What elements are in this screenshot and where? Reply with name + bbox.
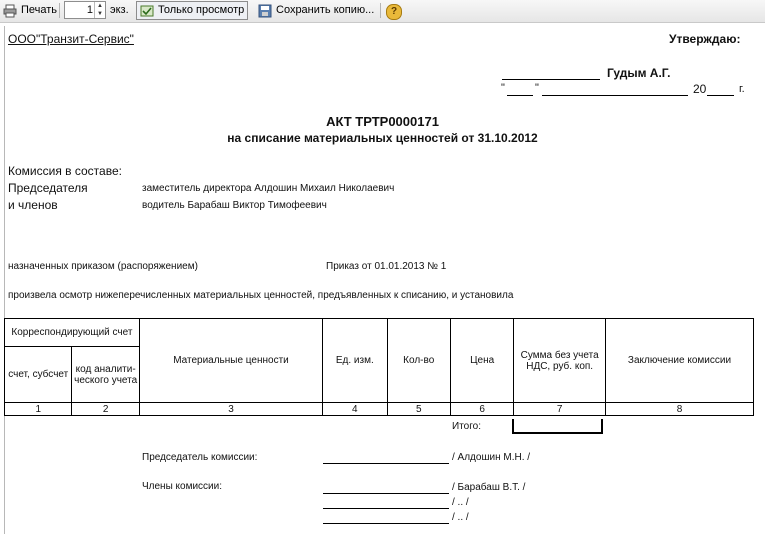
total-label: Итого: <box>452 421 481 432</box>
chairman-value: заместитель директора Алдошин Михаил Николаевич <box>142 183 395 194</box>
sign-member-3-name: / .. / <box>452 512 469 523</box>
save-copy-label: Сохранить копию... <box>276 4 375 16</box>
header-sum: Сумма без учета НДС, руб. коп. <box>514 319 606 403</box>
view-only-label: Только просмотр <box>158 4 245 16</box>
chairman-label: Председателя <box>8 181 88 195</box>
sign-members-label: Члены комиссии: <box>142 481 223 492</box>
order-value: Приказ от 01.01.2013 № 1 <box>326 261 447 272</box>
order-label: назначенных приказом (распоряжением) <box>8 261 198 272</box>
header-subaccount: счет, субсчет <box>5 347 72 403</box>
copies-value: 1 <box>86 4 93 16</box>
act-subtitle: на списание материальных ценностей от 31.10.2012 <box>227 131 538 145</box>
save-disk-icon <box>258 4 272 18</box>
printer-icon <box>3 4 17 18</box>
header-corresponding-account: Корреспондирующий счет <box>5 319 140 347</box>
help-button[interactable] <box>386 3 402 20</box>
print-toolbar <box>0 0 765 23</box>
act-table <box>4 318 754 416</box>
sign-chairman-label: Председатель комиссии: <box>142 452 258 463</box>
date-quote-open: " <box>501 82 505 94</box>
copies-unit <box>110 2 129 19</box>
inspection-text: произвела осмотр нижеперечисленных материальных ценностей, предъявленных к списанию, и установила <box>8 290 514 301</box>
date-day-line <box>507 95 533 96</box>
help-icon: ? <box>386 4 402 20</box>
view-only-toggle[interactable] <box>136 1 248 20</box>
header-quantity: Кол-во <box>387 319 450 403</box>
column-number: 6 <box>450 403 513 416</box>
header-analytic-code: код аналити-ческого учета <box>72 347 139 403</box>
approver-signature-line <box>502 79 600 80</box>
date-year-prefix: 20 <box>693 82 707 96</box>
print-label: Печать <box>21 4 58 16</box>
organization-name: ООО"Транзит-Сервис" <box>8 32 134 46</box>
date-year-line <box>707 95 734 96</box>
header-conclusion: Заключение комиссии <box>605 319 753 403</box>
sign-member-1-name: / Барабаш В.Т. / <box>452 482 526 493</box>
approve-label: Утверждаю: <box>669 32 741 46</box>
column-number: 3 <box>139 403 322 416</box>
commission-label: Комиссия в составе: <box>8 164 122 178</box>
column-number: 8 <box>605 403 753 416</box>
approver-name: Гудым А.Г. <box>607 66 671 80</box>
toolbar-separator <box>380 3 381 18</box>
column-number: 7 <box>514 403 606 416</box>
sign-member-2-name: / .. / <box>452 497 469 508</box>
column-number: 5 <box>387 403 450 416</box>
toolbar-separator <box>59 3 60 18</box>
sign-chairman-line <box>323 463 449 464</box>
copies-spinner[interactable] <box>64 1 106 19</box>
column-number: 2 <box>72 403 139 416</box>
sign-member-line <box>323 523 449 524</box>
view-only-icon <box>140 4 154 18</box>
date-year-suffix: г. <box>739 83 745 95</box>
date-quote-close: " <box>535 82 539 94</box>
date-month-line <box>542 95 688 96</box>
document-left-edge <box>4 26 5 534</box>
members-label: и членов <box>8 198 58 212</box>
save-copy-button[interactable] <box>258 2 374 19</box>
header-material-values: Материальные ценности <box>139 319 322 403</box>
sign-chairman-name: / Алдошин М.Н. / <box>452 452 531 463</box>
column-number: 4 <box>323 403 387 416</box>
header-unit: Ед. изм. <box>323 319 387 403</box>
header-price: Цена <box>450 319 513 403</box>
total-sum-cell <box>512 419 603 434</box>
sign-member-line <box>323 493 449 494</box>
print-button[interactable] <box>3 2 57 19</box>
column-number: 1 <box>5 403 72 416</box>
members-value: водитель Барабаш Виктор Тимофеевич <box>142 200 327 211</box>
spinner-arrows-icon[interactable]: ▲ ▼ <box>94 2 105 18</box>
sign-member-line <box>323 508 449 509</box>
copies-unit-label: экз. <box>110 4 129 16</box>
act-title: АКТ ТРТР0000171 <box>326 114 439 129</box>
